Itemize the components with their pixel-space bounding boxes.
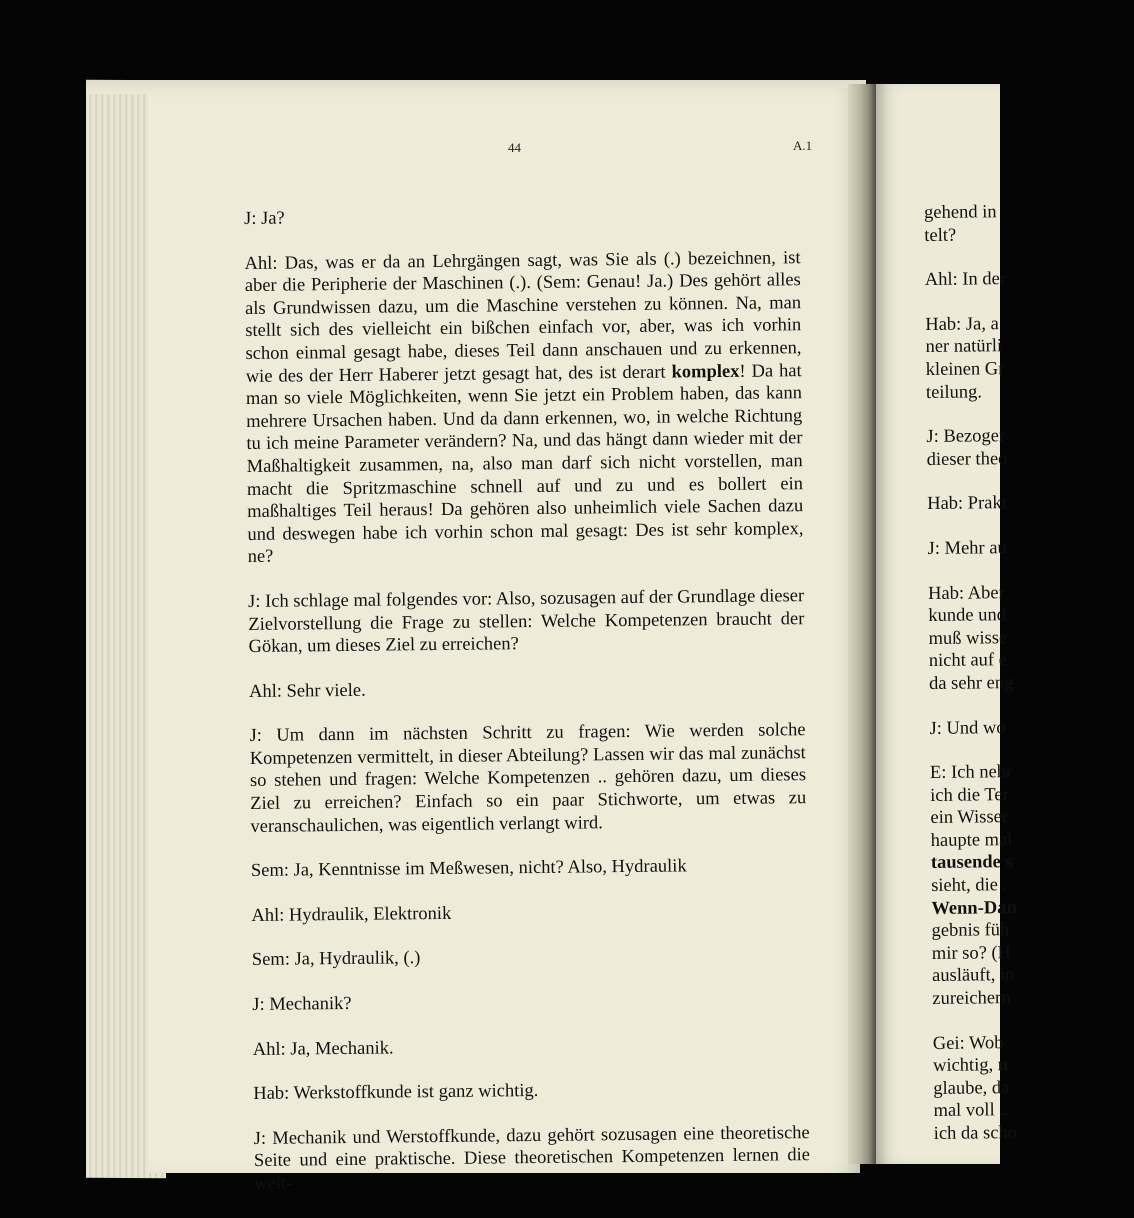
right-page-line: ein Wisser [930, 807, 1009, 829]
paragraph: J: Ich schlage mal folgendes vor: Also, sozusagen auf der Grundlage dieser Zielvorstellung die Frage zu stellen: Welche Kompetenzen braucht der Gökan, um dieses Ziel zu erreichen? [248, 586, 805, 658]
paragraph: Sem: Ja, Hydraulik, (.) [251, 948, 421, 971]
paragraph: Ahl: Ja, Mechanik. [252, 1038, 394, 1060]
paragraph: Ahl: Sehr viele. [248, 680, 366, 702]
paragraph-gap [924, 245, 1124, 269]
right-page-line: gebnis füh [931, 920, 1010, 942]
right-page-line: wichtig, n [932, 1055, 1009, 1077]
right-page-line: Hab: Prakt [927, 493, 1007, 515]
paragraph: J: Ja? [244, 208, 285, 229]
right-page-line: telt? [924, 225, 957, 246]
right-page-line: teilung. [925, 381, 983, 403]
section-mark: A.1 [793, 138, 813, 153]
page-number: 44 [508, 140, 521, 155]
right-page-line: da sehr eng [928, 672, 1014, 694]
right-page-line: Wenn-Dan [931, 897, 1017, 919]
paragraph-gap [930, 738, 1130, 762]
right-page-line: tausende s [930, 852, 1013, 874]
right-page-line: J: Mehr au [927, 538, 1007, 559]
paragraph: J: Mechanik? [252, 993, 352, 1015]
right-page-line: mal voll .. [933, 1100, 1009, 1122]
right-page-line: Ahl: In der [924, 269, 1007, 291]
left-page-text [244, 202, 811, 1217]
paragraph-gap [928, 558, 1128, 582]
paragraph-gap [934, 1143, 1134, 1167]
paragraph-text: Ahl: Das, was er da an Lehrgängen sagt, was Sie als (.) bezeichnen, ist aber die Peripherie der Maschinen (.). (Sem: Genau! Ja.) Des gehört alles als Grundwissen dazu, um die Maschine verstehen zu können. Na, man stellt sich des vielleicht ein bißchen einfach vor, aber, was ich vorhin schon einmal gesagt habe, dieses Teil dann anschauen und zu erkennen, wie des der Herr Haberer jetzt gesagt hat, des ist derart [244, 247, 802, 387]
book-gutter [848, 84, 878, 1164]
right-page-line: nicht auf e [928, 650, 1007, 672]
right-page-line: kunde und [928, 605, 1007, 627]
paragraph: J: Mechanik und Werstoffkunde, dazu gehört sozusagen eine theoretische Seite und eine praktische. Diese theoretischen Kompetenzen lernen die weit- [253, 1122, 811, 1194]
right-page-line: ich da scho [933, 1123, 1018, 1144]
right-page-line: kleinen Gr [925, 359, 1005, 380]
right-page-line: E: Ich nehr [929, 762, 1013, 784]
right-page-line: J: Und wo [929, 717, 1006, 739]
right-page-line: mir so? (H [931, 942, 1012, 964]
paragraph [244, 247, 803, 569]
right-page-line: dieser theo [926, 448, 1008, 470]
paragraph-text: ! Da hat man so viele Möglichkeiten, wenn Sie jetzt ein Problem haben, das kann mehrere Ursachen haben. Und da dann erkennen, wo, in welche Richtung tu ich meine Parameter verändern? Na, und das hängt dann wieder mit der Maßhaltigkeit zusammen, na, also man darf sich nicht vorstellen, man macht die Spritzmaschine schnell auf und zu und es bollert ein maßhaltiges Teil heraus! Da gehören also unheimlich viele Sachen dazu und deswegen habe ich vorhin schon mal gesagt: Des ist sehr komplex, ne? [245, 360, 804, 568]
right-page-text [924, 200, 1134, 1168]
paragraph-gap [927, 469, 1127, 493]
bold-word: komplex [671, 361, 740, 383]
paragraph: J: Um dann im nächsten Schritt zu fragen: Wie werden solche Kompetenzen vermittelt, in dieser Abteilung? Lassen wir das mal zunächst so stehen und fragen: Welche Kompetenzen .. gehören dazu, um dieses Ziel zu erreichen? Einfach so ein paar Stichworte, um etwas zu veranschaulichen, was eigentlich verlangt wird. [249, 720, 807, 837]
paragraph-gap [932, 1008, 1132, 1032]
paragraph-gap [927, 514, 1127, 538]
right-page-line: zureichern [932, 988, 1011, 1009]
paragraph: Ahl: Hydraulik, Elektronik [251, 903, 452, 926]
right-page-line: muß wisse [928, 627, 1008, 649]
right-page-line: glaube, da [933, 1077, 1010, 1099]
paragraph-gap [929, 693, 1129, 717]
right-page-line: ner natürli [925, 336, 1003, 358]
paragraph: Hab: Werkstoffkunde ist ganz wichtig. [253, 1081, 539, 1105]
paragraph-gap [925, 290, 1125, 314]
right-page-line: Hab: Ja, a [925, 314, 999, 335]
right-page-line: Hab: Aber [927, 582, 1005, 604]
paragraph: Sem: Ja, Kenntnisse im Meßwesen, nicht? Also, Hydraulik [250, 856, 687, 882]
right-page-line: gehend in [924, 202, 997, 223]
right-page-line: ich die Ter [930, 784, 1009, 806]
right-page-line: Gei: Wob [932, 1032, 1004, 1054]
paragraph-gap [926, 402, 1126, 426]
right-page-line: haupte mal [930, 829, 1013, 851]
right-page-line: sieht, die . [931, 875, 1008, 897]
right-page-line: J: Bezoger [926, 426, 1006, 448]
right-page-line: ausläuft, in [932, 965, 1015, 987]
